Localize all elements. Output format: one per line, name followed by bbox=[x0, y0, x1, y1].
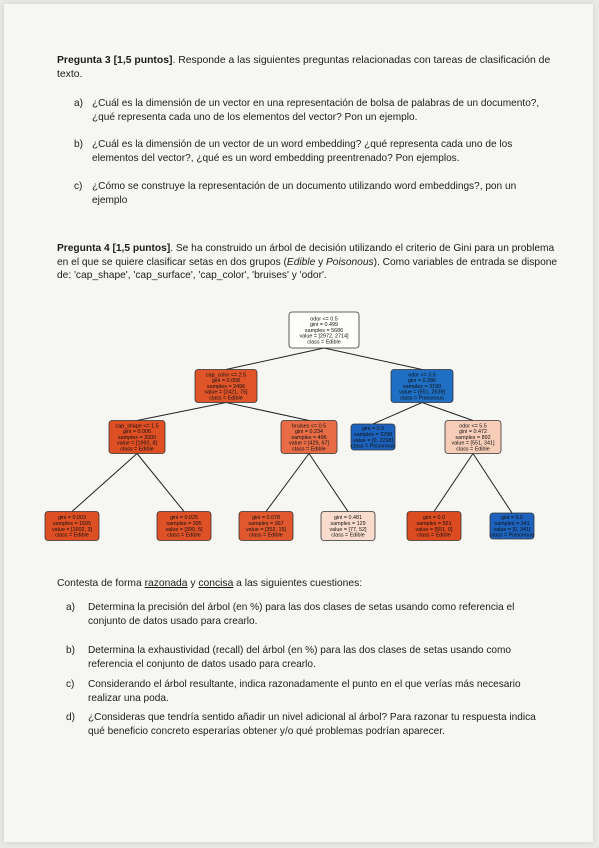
tree-node-n11 bbox=[407, 512, 461, 541]
tree-node-line: odor <= 3.5 bbox=[408, 372, 436, 379]
tree-edge-n2-n5 bbox=[373, 403, 422, 425]
item-text: ¿Cuál es la dimensión de un vector de un word embedding? ¿qué representa cada uno de los elementos del vector?, ¿qué es un word embedding preentrenado? Pon ejemplos. bbox=[92, 139, 513, 164]
tree-node-line: class = Edible bbox=[292, 446, 326, 453]
tree-node-line: samples = 5686 bbox=[304, 327, 344, 334]
tree-node-line: gini = 0.0 bbox=[500, 515, 524, 522]
tree-edge-n3-n7 bbox=[72, 454, 137, 512]
tree-edge-n1-n4 bbox=[226, 403, 309, 421]
item-text: ¿Cuál es la dimensión de un vector en una representación de bolsa de palabras de un documento?, ¿qué representa cada uno de los elementos del vector? Pon un ejemplo. bbox=[92, 98, 540, 123]
tree-node-line: samples = 367 bbox=[248, 521, 284, 527]
tree-node-line: value = [1992, 8] bbox=[116, 440, 158, 447]
tree-node-line: class = Edible bbox=[120, 446, 154, 453]
tree-edge-n1-n3 bbox=[137, 403, 226, 421]
tree-node-line: value = [551, 2639] bbox=[398, 389, 446, 396]
tree-node-line: class = Poisonous bbox=[351, 443, 395, 450]
tree-node-line: class = Poisonous bbox=[400, 395, 444, 402]
tree-node-line: gini = 0.058 bbox=[211, 378, 241, 385]
decision-tree-diagram bbox=[4, 4, 593, 564]
tree-node-line: samples = 395 bbox=[166, 521, 202, 527]
tree-node-n1 bbox=[195, 370, 257, 403]
tree-node-line: samples = 496 bbox=[291, 434, 327, 441]
tree-node-line: gini = 0.025 bbox=[169, 515, 199, 522]
instructions: Contesta de forma razonada y concisa a las siguientes cuestiones: bbox=[57, 578, 363, 589]
tree-edge-n4-n10 bbox=[309, 454, 348, 512]
tree-node-line: gini = 0.006 bbox=[122, 429, 152, 436]
tree-node-line: value = [551, 0] bbox=[415, 526, 453, 533]
tree-node-line: class = Poisonous bbox=[490, 532, 534, 539]
tree-node-line: odor <= 0.5 bbox=[310, 316, 338, 323]
tree-node-n6 bbox=[445, 421, 501, 454]
tree-node-line: value = [390, 5] bbox=[165, 526, 203, 533]
tree-node-line: bruises <= 0.5 bbox=[291, 423, 327, 430]
tree-node-n5 bbox=[351, 424, 395, 450]
tree-node-root bbox=[289, 312, 359, 348]
tree-node-line: samples = 2298 bbox=[353, 432, 393, 438]
tree-node-n12 bbox=[490, 513, 534, 539]
tree-node-line: gini = 0.078 bbox=[251, 515, 281, 522]
tree-node-line: value = [0, 341] bbox=[493, 526, 531, 533]
tree-edge-n6-n11 bbox=[434, 454, 473, 512]
tree-node-line: value = [77, 52] bbox=[329, 526, 367, 533]
tree-node-line: samples = 341 bbox=[494, 521, 530, 527]
tree-node-line: class = Edible bbox=[417, 532, 451, 539]
tree-node-line: cap_shape <= 1.5 bbox=[115, 423, 159, 430]
tree-edge-n6-n12 bbox=[473, 454, 512, 514]
tree-node-line: class = Edible bbox=[307, 339, 341, 346]
question-4-text: Pregunta 4 [1,5 puntos]. Se ha construido un árbol de decisión utilizando el criterio de Gini para un problema en el que se quiere clasificar setas en dos grupos (Edible y Poisonous). Como variables de entrada se dispone de: 'cap_shape', 'cap_surface', 'cap_color', 'bruises' y 'odor'. bbox=[57, 243, 558, 282]
tree-node-line: samples = 551 bbox=[416, 521, 452, 527]
tree-node-line: value = [352, 15] bbox=[245, 526, 287, 533]
tree-node-line: cap_color <= 2.5 bbox=[205, 372, 247, 379]
tree-node-line: value = [0, 2298] bbox=[352, 437, 394, 444]
tree-node-n9 bbox=[239, 512, 293, 541]
tree-node-line: gini = 0.0 bbox=[361, 426, 385, 433]
item-text: ¿Cómo se construye la representación de un documento utilizando word embeddings?, pon un ejemplo bbox=[92, 181, 517, 206]
question-4-heading: Pregunta 4 [1,5 puntos] bbox=[57, 243, 171, 254]
tree-node-line: class = Edible bbox=[167, 532, 201, 539]
tree-node-line: gini = 0.481 bbox=[333, 515, 363, 522]
tree-node-line: samples = 2496 bbox=[206, 383, 246, 390]
tree-nodes bbox=[45, 312, 534, 541]
tree-node-line: value = [429, 67] bbox=[288, 440, 330, 447]
tree-node-line: value = [2972, 2714] bbox=[299, 333, 349, 340]
item-letter: a) bbox=[74, 98, 83, 109]
tree-node-line: gini = 0.286 bbox=[407, 378, 437, 385]
tree-node-n8 bbox=[157, 512, 211, 541]
tree-node-line: samples = 129 bbox=[330, 521, 366, 527]
tree-node-line: samples = 892 bbox=[455, 434, 491, 441]
item-letter: b) bbox=[74, 139, 83, 150]
tree-node-line: class = Edible bbox=[209, 395, 243, 402]
exam-page: Pregunta 3 [1,5 puntos]. Responde a las siguientes preguntas relacionadas con tareas de clasificación de texto. a) ¿Cuál es la dimensión de un vector en una representación de bolsa de palabras de un documento?, ¿qué representa cada uno de los elementos del vector? Pon un ejemplo. b) ¿Cuál es la dimensión de un vector de un word embedding? ¿qué representa cada uno de los elementos del vector?, ¿qué es un word embedding preentrenado? Pon ejemplos. c) ¿Cómo se construye la representación de un documento utilizando word embeddings?, pon un ejemplo Pregunta 4 [1,5 puntos]. Se ha construido un árbol de decisión utilizando el criterio de Gini para un problema en el que se quiere clasificar setas en dos grupos (Edible y Poisonous). Como variables de entrada se dispone de: 'cap_shape', 'cap_surface', 'cap_color', 'bruises' y 'odor'. odor <= 0.5 gini = 0.499 samples = 5686 value = [2972, 2714] class = Edible cap_color <= 2.5 gini = 0.058 samples = 2496 value = [2421, 75] class = Edible odor <= 3.5 gini = 0.286 samples = 3190 value = [551, 2639] class = Poisonous cap_shape <= 1.5 gini = 0.006 samples = 2000 value = [1992, 8] class = Edible bruises <= 0.5 gini = 0.234 samples = 496 value = [429, 67] class = Edible gini = 0.0 samples = 2298 value = [0, 2298] class = Poisonous odor <= 5.5 gini = 0.472 samples = 892 value = [551, 341] class = Edible gini = 0.003 samples = 1605 value = [1602, 3] class = Edible gini = 0.025 samples = 395 value = [390, 5] class = Edible gini = 0.078 samples = 367 value = [352, 15] class = Edible gini = 0.481 samples = 129 value = [77, 52] class = Edible gini = 0.0 samples = 551 value = [551, 0] class = Edible gini = 0.0 samples = 341 value = [0, 341] class = Poisonous Contesta de forma razonada y concisa a las siguientes cuestiones: a) Determina la precisión del árbol (en %) para las dos clases de setas usando como referencia el conjunto de datos usado para crearlo. b) Determina la exhaustividad (recall) del árbol (en %) para las dos clases de setas usando como referencia el conjunto de datos usado para crearlo. c) Considerando el árbol resultante, indica razonadamente el punto en el que verías más necesario realizar una poda. d) ¿Consideras que tendría sentido añadir un nivel adicional al árbol? Para razonar tu respuesta indica qué beneficio concreto esperarías obtener y/o qué problemas podrían aparecer. bbox=[4, 4, 593, 842]
tree-node-line: value = [1602, 3] bbox=[51, 526, 93, 533]
tree-node-line: samples = 3190 bbox=[402, 383, 442, 390]
tree-node-line: class = Edible bbox=[331, 532, 365, 539]
tree-node-line: gini = 0.234 bbox=[294, 429, 324, 436]
tree-node-line: class = Edible bbox=[55, 532, 89, 539]
tree-node-line: gini = 0.499 bbox=[309, 322, 339, 329]
tree-node-line: gini = 0.472 bbox=[458, 429, 488, 436]
question-3-heading: Pregunta 3 [1,5 puntos] bbox=[57, 55, 173, 66]
tree-node-n2 bbox=[391, 370, 453, 403]
tree-node-line: value = [551, 341] bbox=[451, 440, 495, 447]
tree-node-line: gini = 0.0 bbox=[422, 515, 446, 522]
tree-node-line: gini = 0.003 bbox=[57, 515, 87, 522]
tree-node-n10 bbox=[321, 512, 375, 541]
tree-node-line: odor <= 5.5 bbox=[459, 423, 487, 430]
tree-node-n4 bbox=[281, 421, 337, 454]
tree-edge-root-n2 bbox=[324, 348, 422, 370]
item-letter: c) bbox=[74, 181, 83, 192]
tree-node-line: class = Edible bbox=[249, 532, 283, 539]
tree-node-line: samples = 2000 bbox=[117, 434, 157, 441]
tree-edge-n4-n9 bbox=[266, 454, 309, 512]
question-3-intro: . Responde a las siguientes preguntas relacionadas con tareas de clasificación de texto. bbox=[57, 55, 551, 80]
tree-node-n7 bbox=[45, 512, 99, 541]
tree-edge-n2-n6 bbox=[422, 403, 473, 421]
tree-node-line: value = [2421, 75] bbox=[204, 389, 248, 396]
tree-edge-root-n1 bbox=[226, 348, 324, 370]
tree-node-line: samples = 1605 bbox=[52, 521, 92, 527]
tree-node-line: class = Edible bbox=[456, 446, 490, 453]
tree-node-n3 bbox=[109, 421, 165, 454]
tree-edge-n3-n8 bbox=[137, 454, 184, 512]
